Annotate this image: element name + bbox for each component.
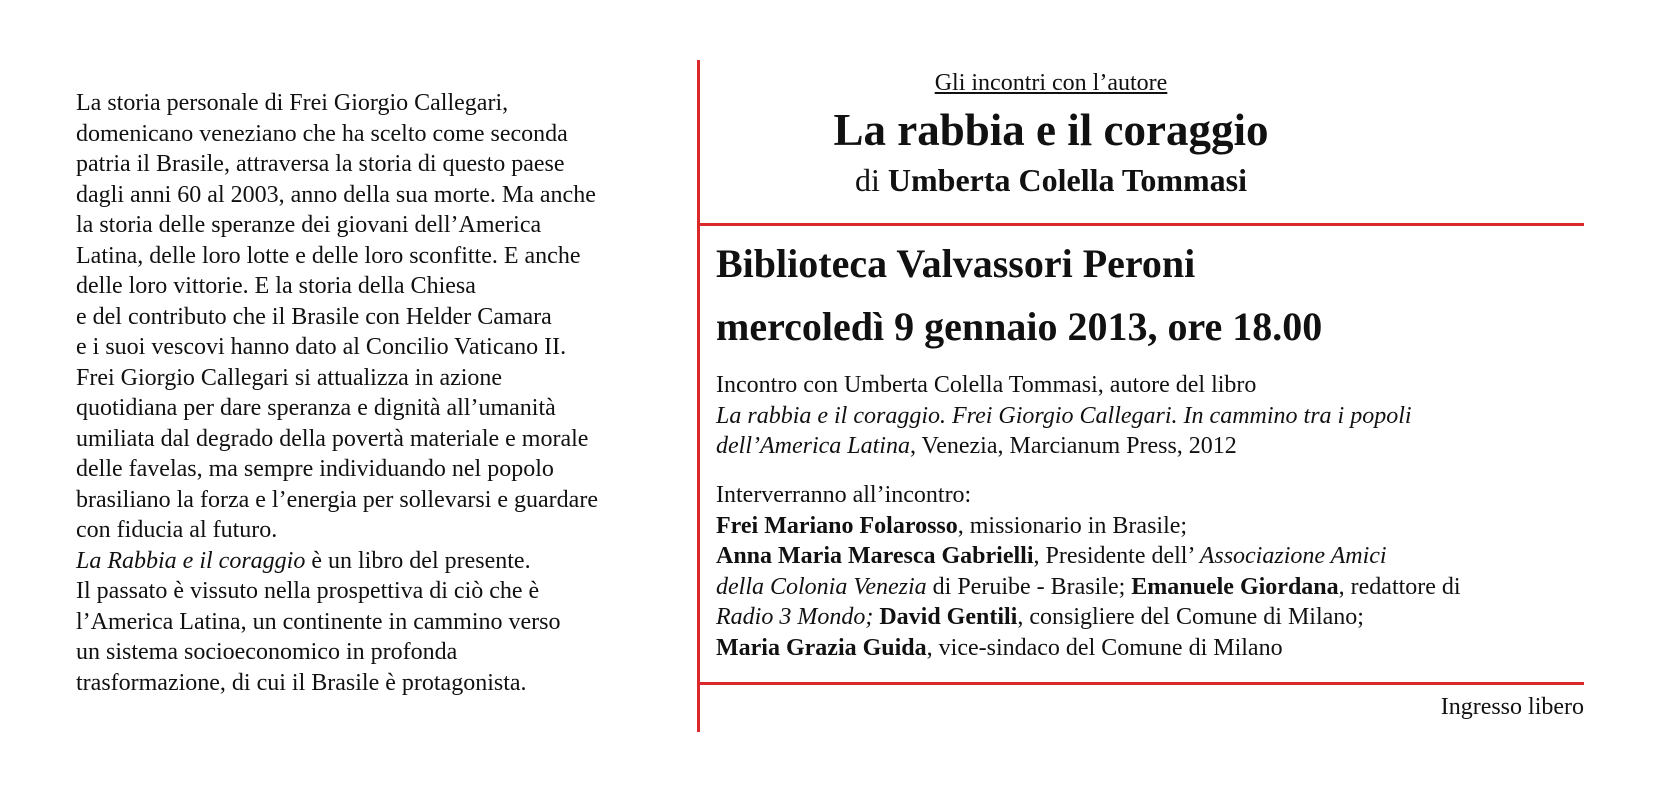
event-header	[700, 68, 1584, 218]
book-reference-italic: dell’America Latina	[716, 433, 910, 459]
speaker-name: Emanuele Giordana	[1131, 573, 1339, 600]
speaker-show: Radio 3 Mondo;	[716, 604, 874, 630]
description-line	[76, 546, 676, 577]
book-title-inline: La Rabbia e il coraggio	[76, 547, 306, 574]
speaker-3-4	[716, 602, 1461, 633]
series-title: Gli incontri con l’autore	[934, 70, 1168, 96]
description-line: Latina, delle loro lotte e delle loro sconfitte. E anche	[76, 242, 581, 269]
author-line	[700, 162, 1402, 199]
book-title: La rabbia e il coraggio	[833, 105, 1269, 155]
speaker-org: della Colonia Venezia	[716, 573, 927, 600]
description-line: e del contributo che il Brasile con Helder Camara	[76, 303, 552, 330]
venue: Biblioteca Valvassori Peroni	[716, 241, 1196, 286]
speaker-1	[716, 511, 1461, 542]
footer-divider	[697, 682, 1584, 685]
author-prefix: di	[855, 162, 888, 198]
description-line: trasformazione, di cui il Brasile è protagonista.	[76, 669, 527, 696]
book-reference: La rabbia e il coraggio. Frei Giorgio Callegari. In cammino tra i popoli	[716, 402, 1412, 429]
description-line: delle favelas, ma sempre individuando nel popolo	[76, 456, 554, 482]
speaker-name: Maria Grazia Guida	[716, 634, 927, 661]
speaker-role: , Presidente dell’	[1033, 543, 1200, 569]
event-datetime: mercoledì 9 gennaio 2013, ore 18.00	[716, 304, 1323, 349]
book-publisher: , Venezia, Marcianum Press, 2012	[909, 433, 1237, 459]
description-line: patria il Brasile, attraversa la storia di questo paese	[76, 151, 565, 177]
description-line: un sistema socioeconomico in profonda	[76, 639, 458, 665]
speaker-name: Frei Mariano Folarosso	[716, 512, 958, 539]
description-line: umiliata dal degrado della povertà materiale e morale	[76, 425, 589, 452]
speaker-role: , missionario in Brasile;	[957, 512, 1188, 539]
speakers-intro: Interverranno all’incontro:	[716, 482, 972, 508]
description-line: domenicano veneziano che ha scelto come seconda	[76, 120, 568, 147]
description-line: quotidiana per dare speranza e dignità all’umanità	[76, 395, 556, 421]
meeting-description	[716, 370, 1412, 462]
description-line: delle loro vittorie. E la storia della Chiesa	[76, 273, 476, 299]
speaker-name: Anna Maria Maresca Gabrielli	[716, 543, 1034, 569]
author-name: Umberta Colella Tommasi	[887, 162, 1247, 198]
description-line: con fiducia al futuro.	[76, 517, 278, 543]
meeting-intro: Incontro con Umberta Colella Tommasi, autore del libro	[716, 372, 1257, 398]
description-line: la storia delle speranze dei giovani dell’America	[76, 212, 542, 238]
speaker-role: , redattore di	[1338, 573, 1461, 600]
book-reference-cont	[716, 431, 1412, 462]
speaker-2	[716, 541, 1461, 572]
description-text: è un libro del presente.	[305, 547, 531, 574]
speaker-5	[716, 633, 1461, 664]
speaker-place: di Peruibe - Brasile;	[926, 573, 1132, 600]
speaker-org: Associazione Amici	[1199, 543, 1387, 569]
speakers-list	[716, 480, 1461, 663]
description-line: Il passato è vissuto nella prospettiva di ciò che è	[76, 578, 540, 604]
description-line: e i suoi vescovi hanno dato al Concilio Vaticano II.	[76, 334, 567, 360]
free-entry-note: Ingresso libero	[1440, 694, 1584, 720]
description-line: Frei Giorgio Callegari si attualizza in azione	[76, 364, 503, 391]
description-line: La storia personale di Frei Giorgio Callegari,	[76, 90, 509, 116]
speaker-role: , consigliere del Comune di Milano;	[1017, 604, 1364, 630]
description-line: l’America Latina, un continente in cammino verso	[76, 608, 561, 635]
description-line: brasiliano la forza e l’energia per sollevarsi e guardare	[76, 486, 598, 513]
speaker-2-3	[716, 572, 1461, 603]
header-divider	[697, 223, 1584, 226]
speaker-name: David Gentili	[873, 604, 1018, 630]
description-column	[76, 88, 676, 698]
description-line: dagli anni 60 al 2003, anno della sua morte. Ma anche	[76, 181, 596, 208]
speaker-role: , vice-sindaco del Comune di Milano	[926, 634, 1283, 661]
